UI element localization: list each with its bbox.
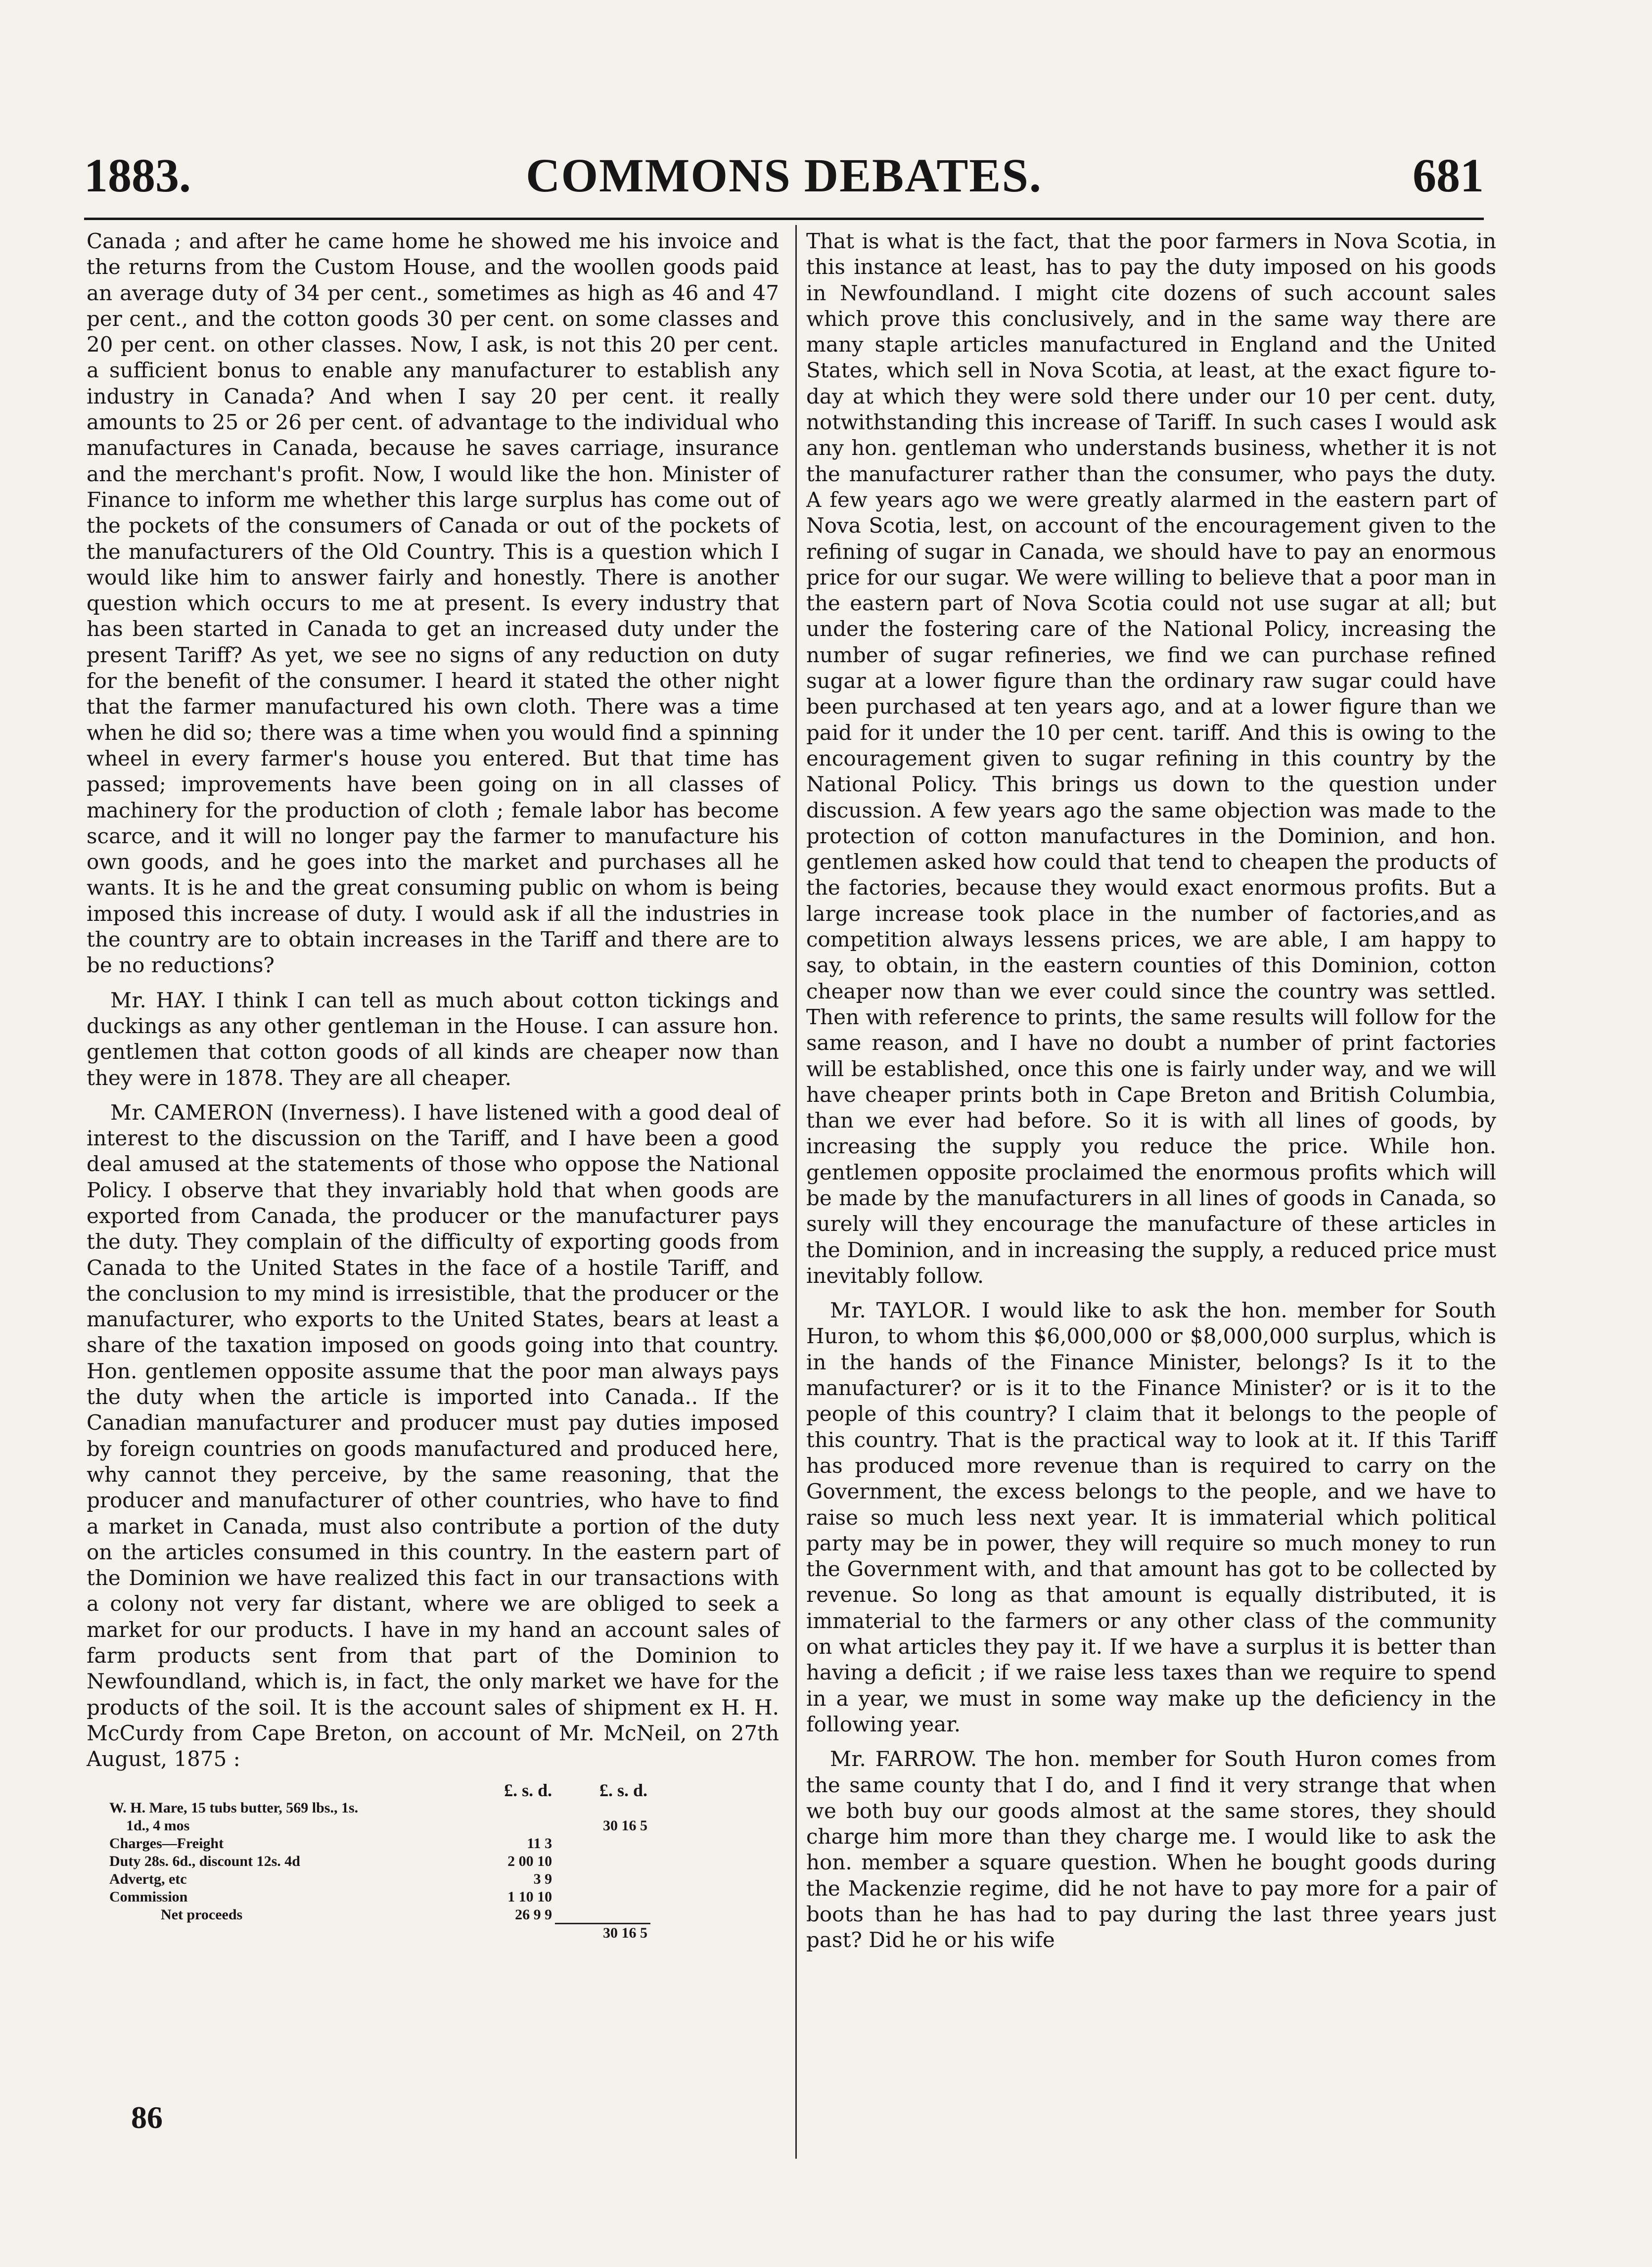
column-header: £. s. d. <box>599 1780 647 1800</box>
speech-text: (Inverness). I have listened with a good deal of interest to the discussion on the Tariff, and I have been a good deal amused at the statements of those who oppose the National Policy. I observe that they invariably hold that when goods are exported from Canada, the producer or the manufacturer pays the duty. They complain of the difficulty of exporting goods from Canada to the United States in the face of a hostile Tariff, and the conclusion to my mind is irresistible, that the producer or the manufacturer, who exports to the United States, bears at least a share of the taxation imposed on goods going into that country. Hon. gentlemen opposite assume that the poor man always pays the duty when the article is imported into Canada.. If the Canadian manufacturer and producer must pay duties imposed by foreign countries on goods manufactured and produced here, why cannot they perceive, by the same reasoning, that the producer and manufacturer of other countries, who have to find a market in Canada, must also contribute a portion of the duty on the articles consumed in this country. In the eastern part of the Dominion we have realized this fact in our transactions with a colony not very far distant, where we are obliged to seek a market for our products. I have in my hand an account sales of farm products sent from that part of the Dominion to Newfoundland, which is, in fact, the only market we have for the products of the soil. It is the account sales of shipment ex H. H. McCurdy from Cape Breton, on account of Mr. McNeil, on 27th August, 1875 : <box>87 1100 780 1771</box>
row-description: Net proceeds <box>161 1906 243 1923</box>
column-header: £. s. d. <box>504 1780 552 1800</box>
header-page-number: 681 <box>1413 149 1484 202</box>
table-row <box>106 1835 650 1853</box>
signature-mark: 86 <box>131 2100 163 2135</box>
page-header <box>84 143 1484 208</box>
row-description: Commission <box>109 1888 188 1905</box>
table-total-row <box>106 1924 650 1943</box>
table-row <box>106 1870 650 1888</box>
row-description: Duty 28s. 6d., discount 12s. 4d <box>109 1853 300 1869</box>
header-rule <box>84 218 1484 220</box>
row-total: 30 16 5 <box>603 1817 647 1834</box>
speech-farrow <box>806 1746 1496 1953</box>
row-amount: 1 10 10 <box>507 1888 552 1905</box>
account-sales-table <box>106 1781 650 1943</box>
speaker-name: Mr. TAYLOR. <box>830 1298 972 1323</box>
speech-taylor <box>806 1298 1496 1737</box>
header-year: 1883. <box>84 149 191 202</box>
speech-hay <box>87 988 779 1091</box>
row-amount: 2 00 10 <box>507 1853 552 1869</box>
row-amount: 11 3 <box>527 1835 552 1852</box>
row-description: Advertg, etc <box>109 1870 187 1887</box>
table-row <box>106 1853 650 1870</box>
table-row <box>106 1906 650 1924</box>
column-divider <box>795 225 797 2159</box>
left-column <box>87 228 779 1942</box>
paragraph: Canada ; and after he came home he showed me his invoice and the returns from the Custom House, and the woollen goods paid an average duty of 34 per cent., sometimes as high as 46 and 47 per cent., and the cotton goods 30 per cent. on some classes and 20 per cent. on other classes. Now, I ask, is not this 20 per cent. a sufficient bonus to enable any manufacturer to establish any industry in Canada? And when I say 20 per cent. it really amounts to 25 or 26 per cent. of advantage to the individual who manufactures in Canada, because he saves carriage, insurance and the merchant's profit. Now, I would like the hon. Minister of Finance to inform me whether this large surplus has come out of the pockets of the consumers of Canada or out of the pockets of the manufacturers of the Old Country. This is a question which I would like him to answer fairly and honestly. There is another question which occurs to me at present. Is every industry that has been started in Canada to get an increased duty under the present Tariff? As yet, we see no signs of any reduction on duty for the benefit of the consumer. I heard it stated the other night that the farmer manufactured his own cloth. There was a time when he did so; there was a time when you would find a spinning wheel in every farmer's house you entered. But that time has passed; improvements have been going on in all classes of machinery for the production of cloth ; female labor has become scarce, and it will no longer pay the farmer to manufacture his own goods, and he goes into the market and purchases all he wants. It is he and the great consuming public on whom is being imposed this increase of duty. I would ask if all the industries in the country are to obtain increases in the Tariff and there are to be no reductions? <box>87 229 779 978</box>
table-header-row <box>106 1781 650 1799</box>
speech-cameron <box>87 1100 779 1772</box>
grand-total: 30 16 5 <box>555 1924 650 1943</box>
row-description: 1d., 4 mos <box>126 1817 190 1834</box>
table-row <box>106 1888 650 1906</box>
table-row <box>106 1817 650 1835</box>
table-row <box>106 1799 650 1817</box>
row-description: W. H. Mare, 15 tubs butter, 569 lbs., 1s. <box>109 1799 359 1816</box>
speech-text: I would like to ask the hon. member for South Huron, to whom this $6,000,000 or $8,000,000 surplus, which is in the hands of the Finance Minister, belongs? Is it to the manufacturer? or is it to the Finance Minister? or is it to the people of this country? I claim that it belongs to the people of this country. That is the practical way to look at it. If this Tariff has produced more revenue than is required to carry on the Government, the excess belongs to the people, and we have to raise so much less next year. It is immaterial which political party may be in power, they will require so much money to run the Government with, and that amount has got to be collected by revenue. So long as that amount is equally distributed, it is immaterial to the farmers or any other class of the community on what articles they pay it. If we have a surplus it is better than having a deficit ; if we raise less taxes than we require to spend in a year, we must in some way make up the deficiency in the following year. <box>806 1298 1496 1736</box>
right-column <box>806 228 1496 1962</box>
speaker-name: Mr. FARROW. <box>830 1747 977 1771</box>
speech-text: The hon. member for South Huron comes from the same county that I do, and I find it very strange that when we both buy our goods almost at the same stores, they should charge him more than they charge me. I would like to ask the hon. member a square question. When he bought goods during the Mackenzie regime, did he not have to pay more for a pair of boots than he has had to pay during the last three years just past? Did he or his wife <box>806 1747 1496 1952</box>
speaker-name: Mr. HAY. <box>110 988 207 1012</box>
row-amount: 26 9 9 <box>515 1906 552 1923</box>
paragraph: That is what is the fact, that the poor farmers in Nova Scotia, in this instance at least, has to pay the duty imposed on his goods in Newfoundland. I might cite dozens of such account sales which prove this conclusively, and in the same way there are many staple articles manufactured in England and the United States, which sell in Nova Scotia, at least, at the exact figure to-day at which they were sold there under our 10 per cent. duty, notwithstanding this increase of Tariff. In such cases I would ask any hon. gentleman who understands business, whether it is not the manufacturer rather than the consumer, who pays the duty. A few years ago we were greatly alarmed in the eastern part of Nova Scotia, lest, on account of the encouragement given to the refining of sugar in Canada, we should have to pay an enormous price for our sugar. We were willing to believe that a poor man in the eastern part of Nova Scotia could not use sugar at all; but under the fostering care of the National Policy, increasing the number of sugar refineries, we find we can purchase refined sugar at a lower figure than the ordinary raw sugar could have been purchased at ten years ago, and at a lower figure than we paid for it under the 10 per cent. tariff. And this is owing to the encouragement given to sugar refining in this country by the National Policy. This brings us down to the question under discussion. A few years ago the same objection was made to the protection of cotton manufactures in the Dominion, and hon. gentlemen asked how could that tend to cheapen the products of the factories, because they would exact enormous profits. But a large increase took place in the number of factories,and as competition always lessens prices, we are able, I am happy to say, to obtain, in the eastern counties of this Dominion, cotton cheaper now than we ever could since the country was settled. Then with reference to prints, the same results will follow for the same reason, and I have no doubt a number of print factories will be established, once this one is fairly under way, and we will have cheaper prints both in Cape Breton and British Columbia, than we ever had before. So it is with all lines of goods, by increasing the supply you reduce the price. While hon. gentlemen opposite proclaimed the enormous profits which will be made by the manufacturers in all lines of goods in Canada, so surely will they encourage the manufacture of these articles in the Dominion, and in increasing the supply, a reduced price must inevitably follow. <box>806 229 1496 1288</box>
row-description: Charges—Freight <box>109 1835 224 1852</box>
speaker-name: Mr. CAMERON <box>110 1100 274 1125</box>
speech-text: I think I can tell as much about cotton tickings and duckings as any other gentleman in the House. I can assure hon. gentlemen that cotton goods of all kinds are cheaper now than they were in 1878. They are all cheaper. <box>87 988 779 1090</box>
header-title: COMMONS DEBATES. <box>526 149 1042 202</box>
row-amount: 3 9 <box>533 1870 552 1887</box>
